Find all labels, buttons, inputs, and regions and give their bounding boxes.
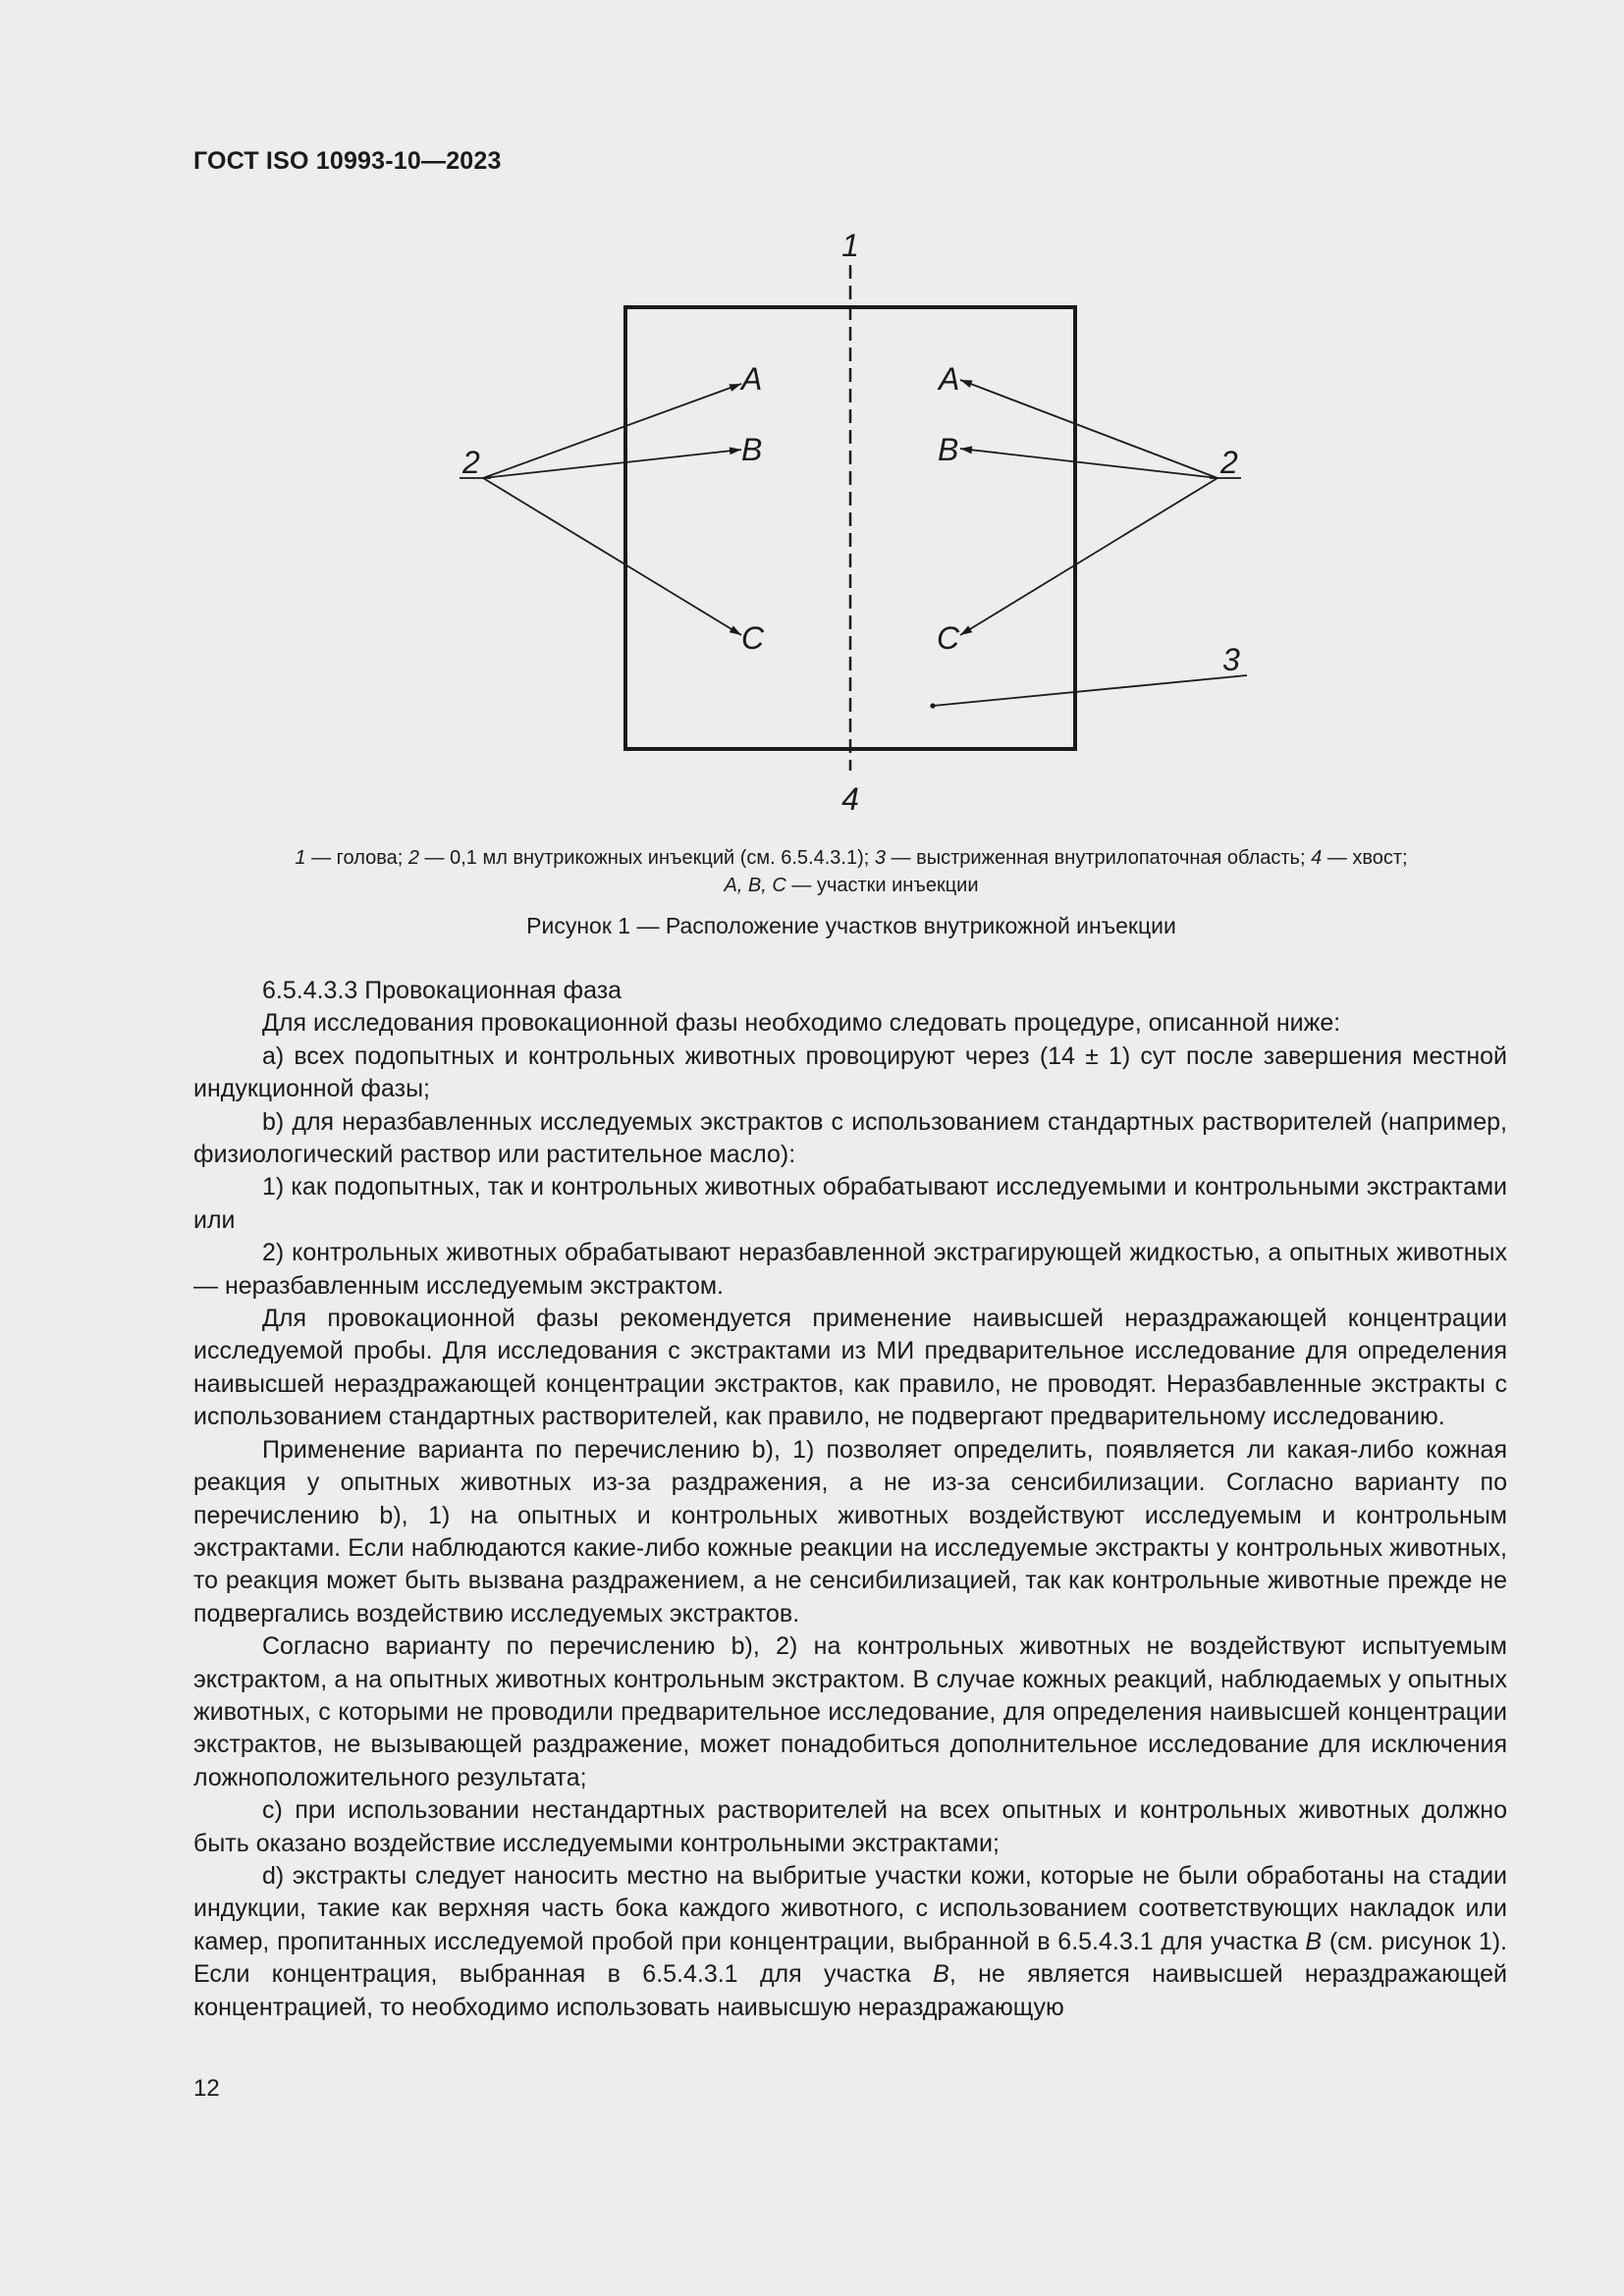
list-item-b2: 2) контрольных животных обрабатывают неразбавленной экстрагирующей жидкостью, а опытных животных — неразбавленным исследуемым экстрактом.: [193, 1239, 1507, 1300]
label-site-b-right: B: [938, 432, 959, 467]
legend-line-2: A, B, C — участки инъекции: [724, 875, 979, 896]
label-clipped-area: 3: [1222, 642, 1240, 677]
paragraph: Применение варианта по перечислению b), 1) позволяет определить, появляется ли какая-либо кожная реакция у опытных животных из-за раздражения, а не из-за сенсибилизации. Согласно варианту по перечислению b), 1) на опытных и контрольных животных воздействуют исследуемым и контрольным экстрактами. Если наблюдаются какие-либо кожные реакции на исследуемые экстракты у контрольных животных, то реакция может быть вызвана раздражением, а не сенсибилизацией, так как контрольные животные прежде не подвергались воздействию исследуемых экстрактов.: [193, 1435, 1507, 1628]
label-site-c-left: C: [741, 620, 765, 656]
legend-line-1: 1 — голова; 2 — 0,1 мл внутрикожных инъекций (см. 6.5.4.3.1); 3 — выстриженная внутрилопаточная область; 4 — хвост;: [295, 847, 1408, 869]
list-item-d: d) экстракты следует наносить местно на выбритые участки кожи, которые не были обработаны на стадии индукции, такие как верхняя часть бока каждого животного, с использованием соответствующих накладок или камер, пропитанных исследуемой пробой при концентрации, выбранной в 6.5.4.3.1 для участка B (см. рисунок 1). Если концентрация, выбранная в 6.5.4.3.1 для участка B, не является наивысшей нераздражающей концентрацией, то необходимо использовать наивысшую нераздражающую: [193, 1861, 1507, 2021]
label-site-c-right: C: [937, 620, 960, 656]
figure-caption: Рисунок 1 — Расположение участков внутрикожной инъекции: [526, 913, 1176, 938]
list-item-b: b) для неразбавленных исследуемых экстрактов с использованием стандартных растворителей (например, физиологический раствор или растительное масло):: [193, 1107, 1507, 1169]
list-item-b1: 1) как подопытных, так и контрольных животных обрабатывают исследуемыми и контрольными экстрактами или: [193, 1173, 1507, 1234]
arrow-left-c: [483, 478, 741, 635]
figure-injection-sites: [432, 221, 1257, 829]
list-item-c: c) при использовании нестандартных растворителей на всех опытных и контрольных животных должно быть оказано воздействие исследуемыми контрольными экстрактами;: [193, 1796, 1507, 1857]
label-head: 1: [841, 228, 859, 263]
paragraph: Для исследования провокационной фазы необходимо следовать процедуре, описанной ниже:: [262, 1009, 1341, 1038]
arrow-right-c: [960, 478, 1218, 635]
label-site-a-left: A: [741, 361, 763, 397]
leader-3: [933, 675, 1247, 706]
label-site-a-right: A: [939, 361, 960, 397]
label-injection-right: 2: [1220, 445, 1238, 480]
label-tail: 4: [841, 781, 859, 817]
label-site-b-left: B: [741, 432, 763, 467]
injection-diagram: [432, 221, 1257, 829]
figure-legend: [193, 844, 1509, 899]
body-text: [193, 975, 1507, 2024]
page-number: 12: [193, 2075, 220, 2102]
document-header: ГОСТ ISO 10993-10—2023: [193, 147, 502, 175]
label-injection-left: 2: [462, 445, 480, 480]
paragraph: Для провокационной фазы рекомендуется применение наивысшей нераздражающей концентрации исследуемой пробы. Для исследования с экстрактами из МИ предварительное исследование для определения наивысшей нераздражающей концентрации экстрактов, как правило, не проводят. Неразбавленные экстракты с использованием стандартных растворителей, как правило, не подвергают предварительному исследованию.: [193, 1305, 1507, 1431]
section-heading: 6.5.4.3.3 Провокационная фаза: [262, 977, 623, 1004]
paragraph: Согласно варианту по перечислению b), 2) на контрольных животных не воздействуют испытуемым экстрактом, а на опытных животных контрольным экстрактом. В случае кожных реакций, наблюдаемых у опытных животных, с которыми не проводили предварительное исследование, для определения наивысшей концентрации экстрактов, не вызывающей раздражение, может понадобиться дополнительное исследование для исключения ложноположительного результата;: [193, 1632, 1507, 1791]
list-item-a: a) всех подопытных и контрольных животных провоцируют через (14 ± 1) сут после завершения местной индукционной фазы;: [193, 1041, 1507, 1103]
